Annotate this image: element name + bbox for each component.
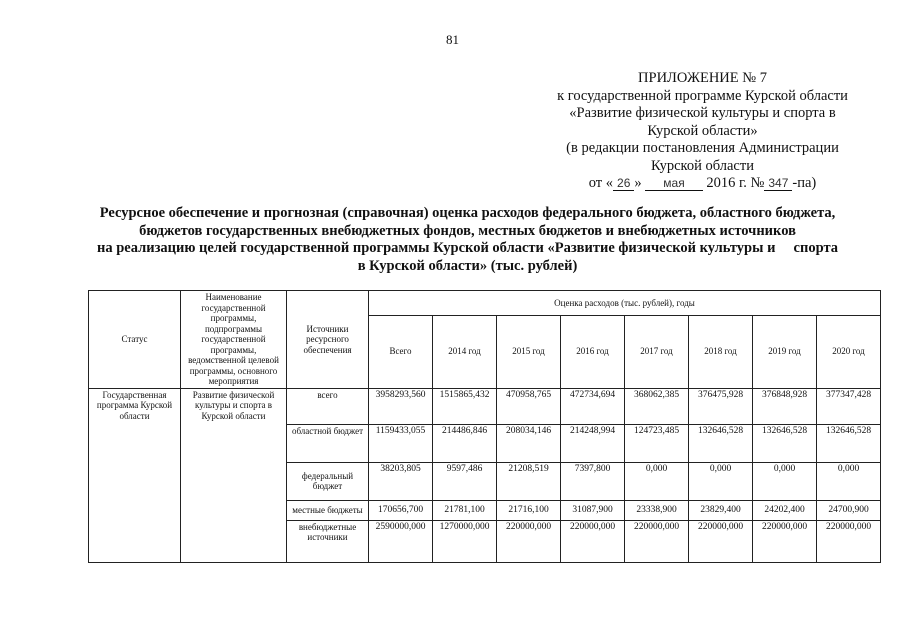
program-name-cell: Развитие физической культуры и спорта в Курской области (181, 388, 287, 562)
value-cell: 0,000 (817, 462, 881, 500)
heading-line-1: Ресурсное обеспечение и прогнозная (справочная) оценка расходов федерального бюджета, областного бюджета, (99, 205, 836, 221)
value-cell: 376848,928 (753, 388, 817, 424)
value-cell: 21208,519 (497, 462, 561, 500)
value-cell: 220000,000 (625, 520, 689, 562)
value-cell: 38203,805 (369, 462, 433, 500)
value-cell: 220000,000 (689, 520, 753, 562)
value-cell: 0,000 (625, 462, 689, 500)
header-year-2017: 2017 год (625, 315, 689, 388)
value-cell: 23338,900 (625, 500, 689, 520)
header-estimate: Оценка расходов (тыс. рублей), годы (369, 291, 881, 316)
value-cell: 9597,486 (433, 462, 497, 500)
header-source: Источники ресурсного обеспечения (287, 291, 369, 389)
status-cell: Государственная программа Курской области (89, 388, 181, 562)
value-cell: 2590000,000 (369, 520, 433, 562)
source-cell: всего (287, 388, 369, 424)
header-year-2020: 2020 год (817, 315, 881, 388)
value-cell: 124723,485 (625, 424, 689, 462)
heading-line-3: на реализацию целей государственной программы Курской области «Развитие физической культуры и спорта (96, 240, 839, 256)
header-year-2015: 2015 год (497, 315, 561, 388)
date-prefix: от « (588, 175, 614, 191)
value-cell: 0,000 (689, 462, 753, 500)
value-cell: 377347,428 (817, 388, 881, 424)
value-cell: 368062,385 (625, 388, 689, 424)
value-cell: 220000,000 (817, 520, 881, 562)
header-year-2019: 2019 год (753, 315, 817, 388)
appendix-block (540, 70, 865, 193)
source-cell: местные бюджеты (287, 500, 369, 520)
source-cell: внебюджетные источники (287, 520, 369, 562)
value-cell: 470958,765 (497, 388, 561, 424)
value-cell: 24202,400 (753, 500, 817, 520)
header-year-2014: 2014 год (433, 315, 497, 388)
value-cell: 1159433,055 (369, 424, 433, 462)
date-year: 2016 г. № (706, 175, 765, 191)
date-number: 347 (764, 176, 792, 191)
value-cell: 220000,000 (497, 520, 561, 562)
value-cell: 132646,528 (689, 424, 753, 462)
header-year-2018: 2018 год (689, 315, 753, 388)
value-cell: 3958293,560 (369, 388, 433, 424)
value-cell: 1515865,432 (433, 388, 497, 424)
appendix-date-line (540, 175, 865, 193)
value-cell: 23829,400 (689, 500, 753, 520)
value-cell: 31087,900 (561, 500, 625, 520)
source-cell: областной бюджет (287, 424, 369, 462)
appendix-line-2: к государственной программе Курской области (557, 87, 848, 104)
value-cell: 472734,694 (561, 388, 625, 424)
source-cell: федеральный бюджет (287, 462, 369, 500)
value-cell: 170656,700 (369, 500, 433, 520)
appendix-line-3: «Развитие физической культуры и спорта в (569, 105, 836, 121)
appendix-line-5: (в редакции постановления Администрации (566, 140, 839, 156)
heading-line-4: в Курской области» (тыс. рублей) (357, 257, 578, 274)
header-program-name: Наименование государственной программы, подпрограммы государственной программы, ведомственной целевой программы, основного мероприятия (181, 291, 287, 389)
header-year-total: Всего (369, 315, 433, 388)
value-cell: 376475,928 (689, 388, 753, 424)
value-cell: 0,000 (753, 462, 817, 500)
value-cell: 214248,994 (561, 424, 625, 462)
header-year-2016: 2016 год (561, 315, 625, 388)
appendix-line-6: Курской области (651, 157, 754, 174)
document-heading (40, 205, 895, 275)
date-mid: » (634, 175, 642, 191)
value-cell: 21781,100 (433, 500, 497, 520)
value-cell: 132646,528 (817, 424, 881, 462)
appendix-line-4: Курской области» (647, 122, 758, 139)
value-cell: 7397,800 (561, 462, 625, 500)
value-cell: 24700,900 (817, 500, 881, 520)
value-cell: 220000,000 (561, 520, 625, 562)
date-month: мая (645, 176, 702, 191)
table-row (89, 388, 881, 424)
value-cell: 132646,528 (753, 424, 817, 462)
value-cell: 214486,846 (433, 424, 497, 462)
appendix-title: ПРИЛОЖЕНИЕ № 7 (638, 70, 767, 86)
date-day: 26 (613, 176, 634, 191)
value-cell: 1270000,000 (433, 520, 497, 562)
value-cell: 21716,100 (497, 500, 561, 520)
value-cell: 220000,000 (753, 520, 817, 562)
date-suffix: -па) (792, 175, 817, 191)
value-cell: 208034,146 (497, 424, 561, 462)
header-status: Статус (89, 291, 181, 389)
heading-line-2: бюджетов государственных внебюджетных фондов, местных бюджетов и внебюджетных источников (139, 222, 796, 239)
resources-table (88, 290, 881, 563)
page-number: 81 (446, 32, 459, 47)
